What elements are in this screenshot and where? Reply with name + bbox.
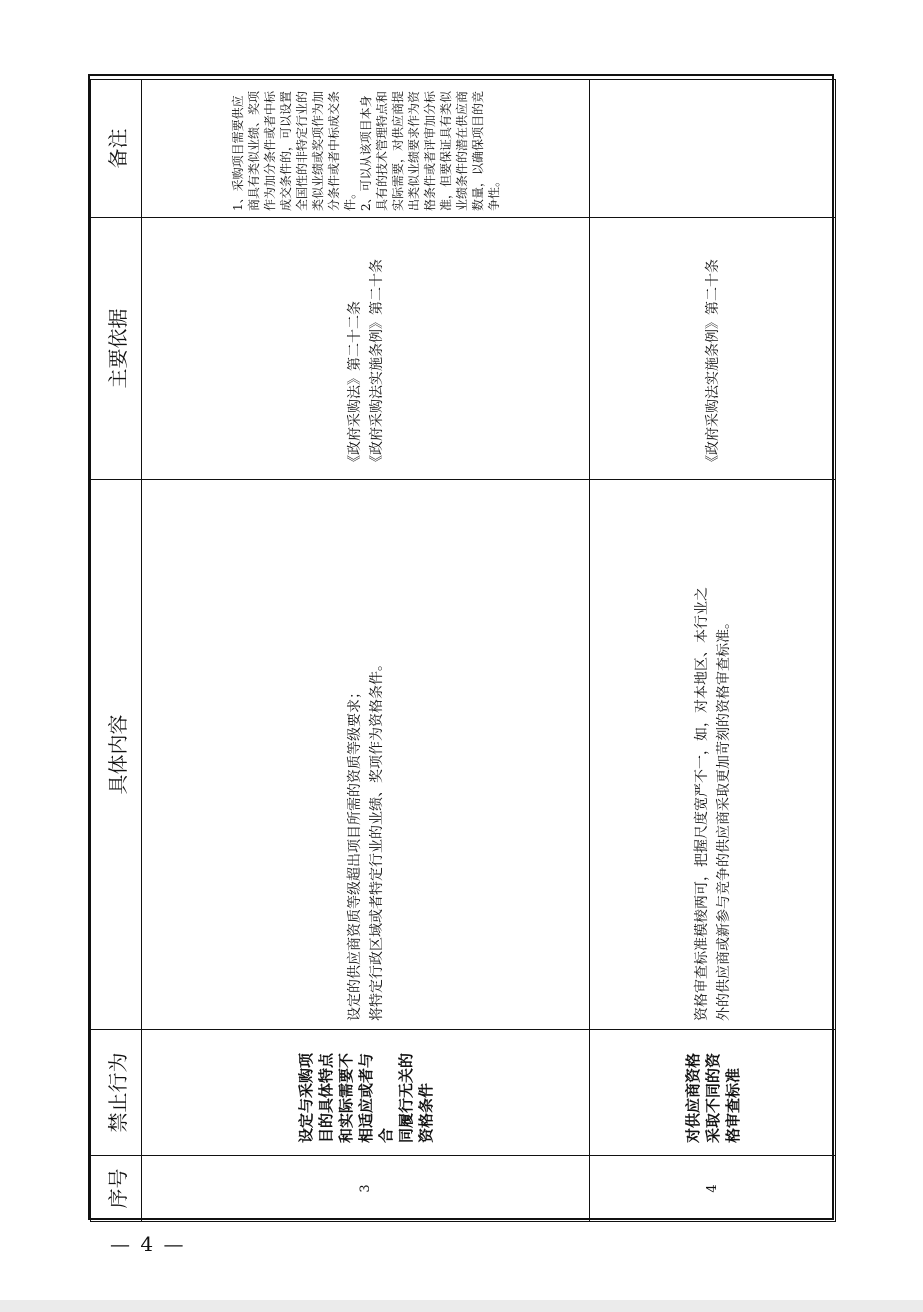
header-basis: 主要依据 [91,218,142,480]
row-content: 资格审查标准模棱两可，把握尺度宽严不一，如，对本地区、本行业之 外的供应商或新参与竞争的供应商采取更加苛刻的资格审查标准。 [590,480,836,1030]
rotated-table-container [90,76,836,1222]
row-index: 3 [142,1156,590,1222]
header-prohibited: 禁止行为 [91,1030,142,1156]
rules-table-frame [88,74,834,1220]
row-notes: 1、采购项目需要供应 商具有类似业绩、奖项 作为加分条件或者中标 成交条件的，可以设置 全国性的非特定行业的 类似业绩或奖项作为加 分条件或者中标成交条 件。 2、可以从该项目本身 具有的技术管理特点和 实际需要，对供应商提 出类似业绩要求作为资 格条件或者评审加分标 准，但要保证具有类似 业绩条件的潜在供应商 数量，以确保项目的竞 争性。 [142,80,590,218]
row-prohibited: 设定与采购项 目的具体特点 和实际需要不 相适应或者与合 同履行无关的 资格条件 [142,1030,590,1156]
header-content: 具体内容 [91,480,142,1030]
row-basis: 《政府采购法》第二十二条 《政府采购法实施条例》第二十条 [142,218,590,480]
row-notes [590,80,836,218]
table-row [590,80,836,1222]
row-prohibited: 对供应商资格 采取不同的资 格审查标准 [590,1030,836,1156]
scan-bottom-band [0,1300,923,1312]
row-basis: 《政府采购法实施条例》第二十条 [590,218,836,480]
row-index: 4 [590,1156,836,1222]
table-row [142,80,590,1222]
header-index: 序号 [91,1156,142,1222]
table-header-row [91,80,142,1222]
prohibited-behaviors-table [90,79,836,1222]
header-notes: 备注 [91,80,142,218]
page-number: — 4 — [110,1232,186,1256]
row-content: 设定的供应商资质等级超出项目所需的资质等级要求； 将特定行政区域或者特定行业的业绩、奖项作为资格条件。 [142,480,590,1030]
